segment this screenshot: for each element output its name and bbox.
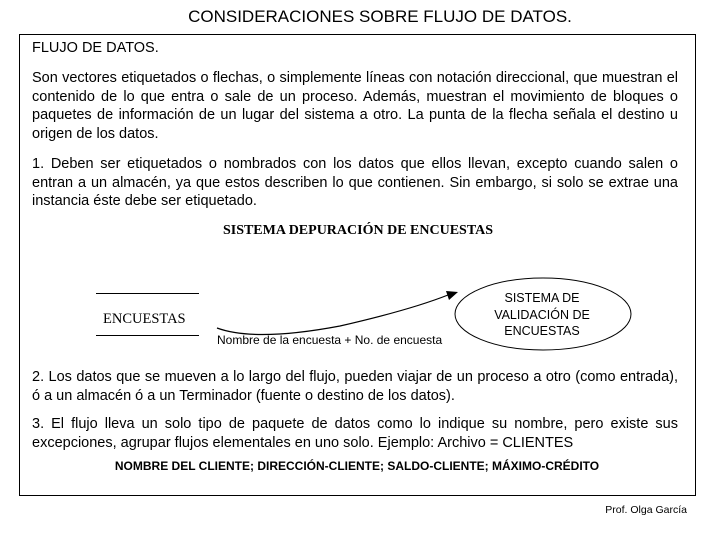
data-flow-label: Nombre de la encuesta + No. de encuesta: [217, 333, 443, 347]
diagram-title: SISTEMA DEPURACIÓN DE ENCUESTAS: [222, 223, 494, 238]
data-store-label: ENCUESTAS: [103, 311, 186, 327]
author-signature: Prof. Olga García: [605, 504, 687, 516]
example-fields: NOMBRE DEL CLIENTE; DIRECCIÓN-CLIENTE; SALDO-CLIENTE; MÁXIMO-CRÉDITO: [114, 459, 600, 473]
rule-2-paragraph: 2. Los datos que se mueven a lo largo del flujo, pueden viajar de un proceso a otro (como entrada), ó a un almacén ó a un Terminador (fuente o destino de los datos).: [32, 369, 678, 404]
rule-1-paragraph: 1. Deben ser etiquetados o nombrados con los datos que ellos llevan, excepto cuando salen o entran a un almacén, ya que estos describen lo que contienen. Sin embargo, si solo se extrae una instancia éste debe ser etiquetado.: [32, 156, 678, 209]
data-flow-curve: [217, 295, 448, 335]
arrowhead-icon: [446, 291, 458, 300]
section-heading: FLUJO DE DATOS.: [32, 40, 159, 56]
process-label: SISTEMA DE VALIDACIÓN DE ENCUESTAS: [494, 291, 590, 338]
rule-3-paragraph: 3. El flujo lleva un solo tipo de paquete de datos como lo indique su nombre, pero existe sus excepciones, agrupar flujos elementales en uno solo. Ejemplo: Archivo = CLIENTES: [32, 416, 678, 451]
definition-paragraph: Son vectores etiquetados o flechas, o simplemente líneas con notación direccional, que muestran el contenido de lo que entra o sale de un proceso. Además, muestran el movimiento de bloques o paquetes de información de un lugar del sistema a otro. La punta de la flecha señala el destino u origen de los datos.: [32, 70, 678, 142]
page-title: CONSIDERACIONES SOBRE FLUJO DE DATOS.: [188, 7, 572, 26]
